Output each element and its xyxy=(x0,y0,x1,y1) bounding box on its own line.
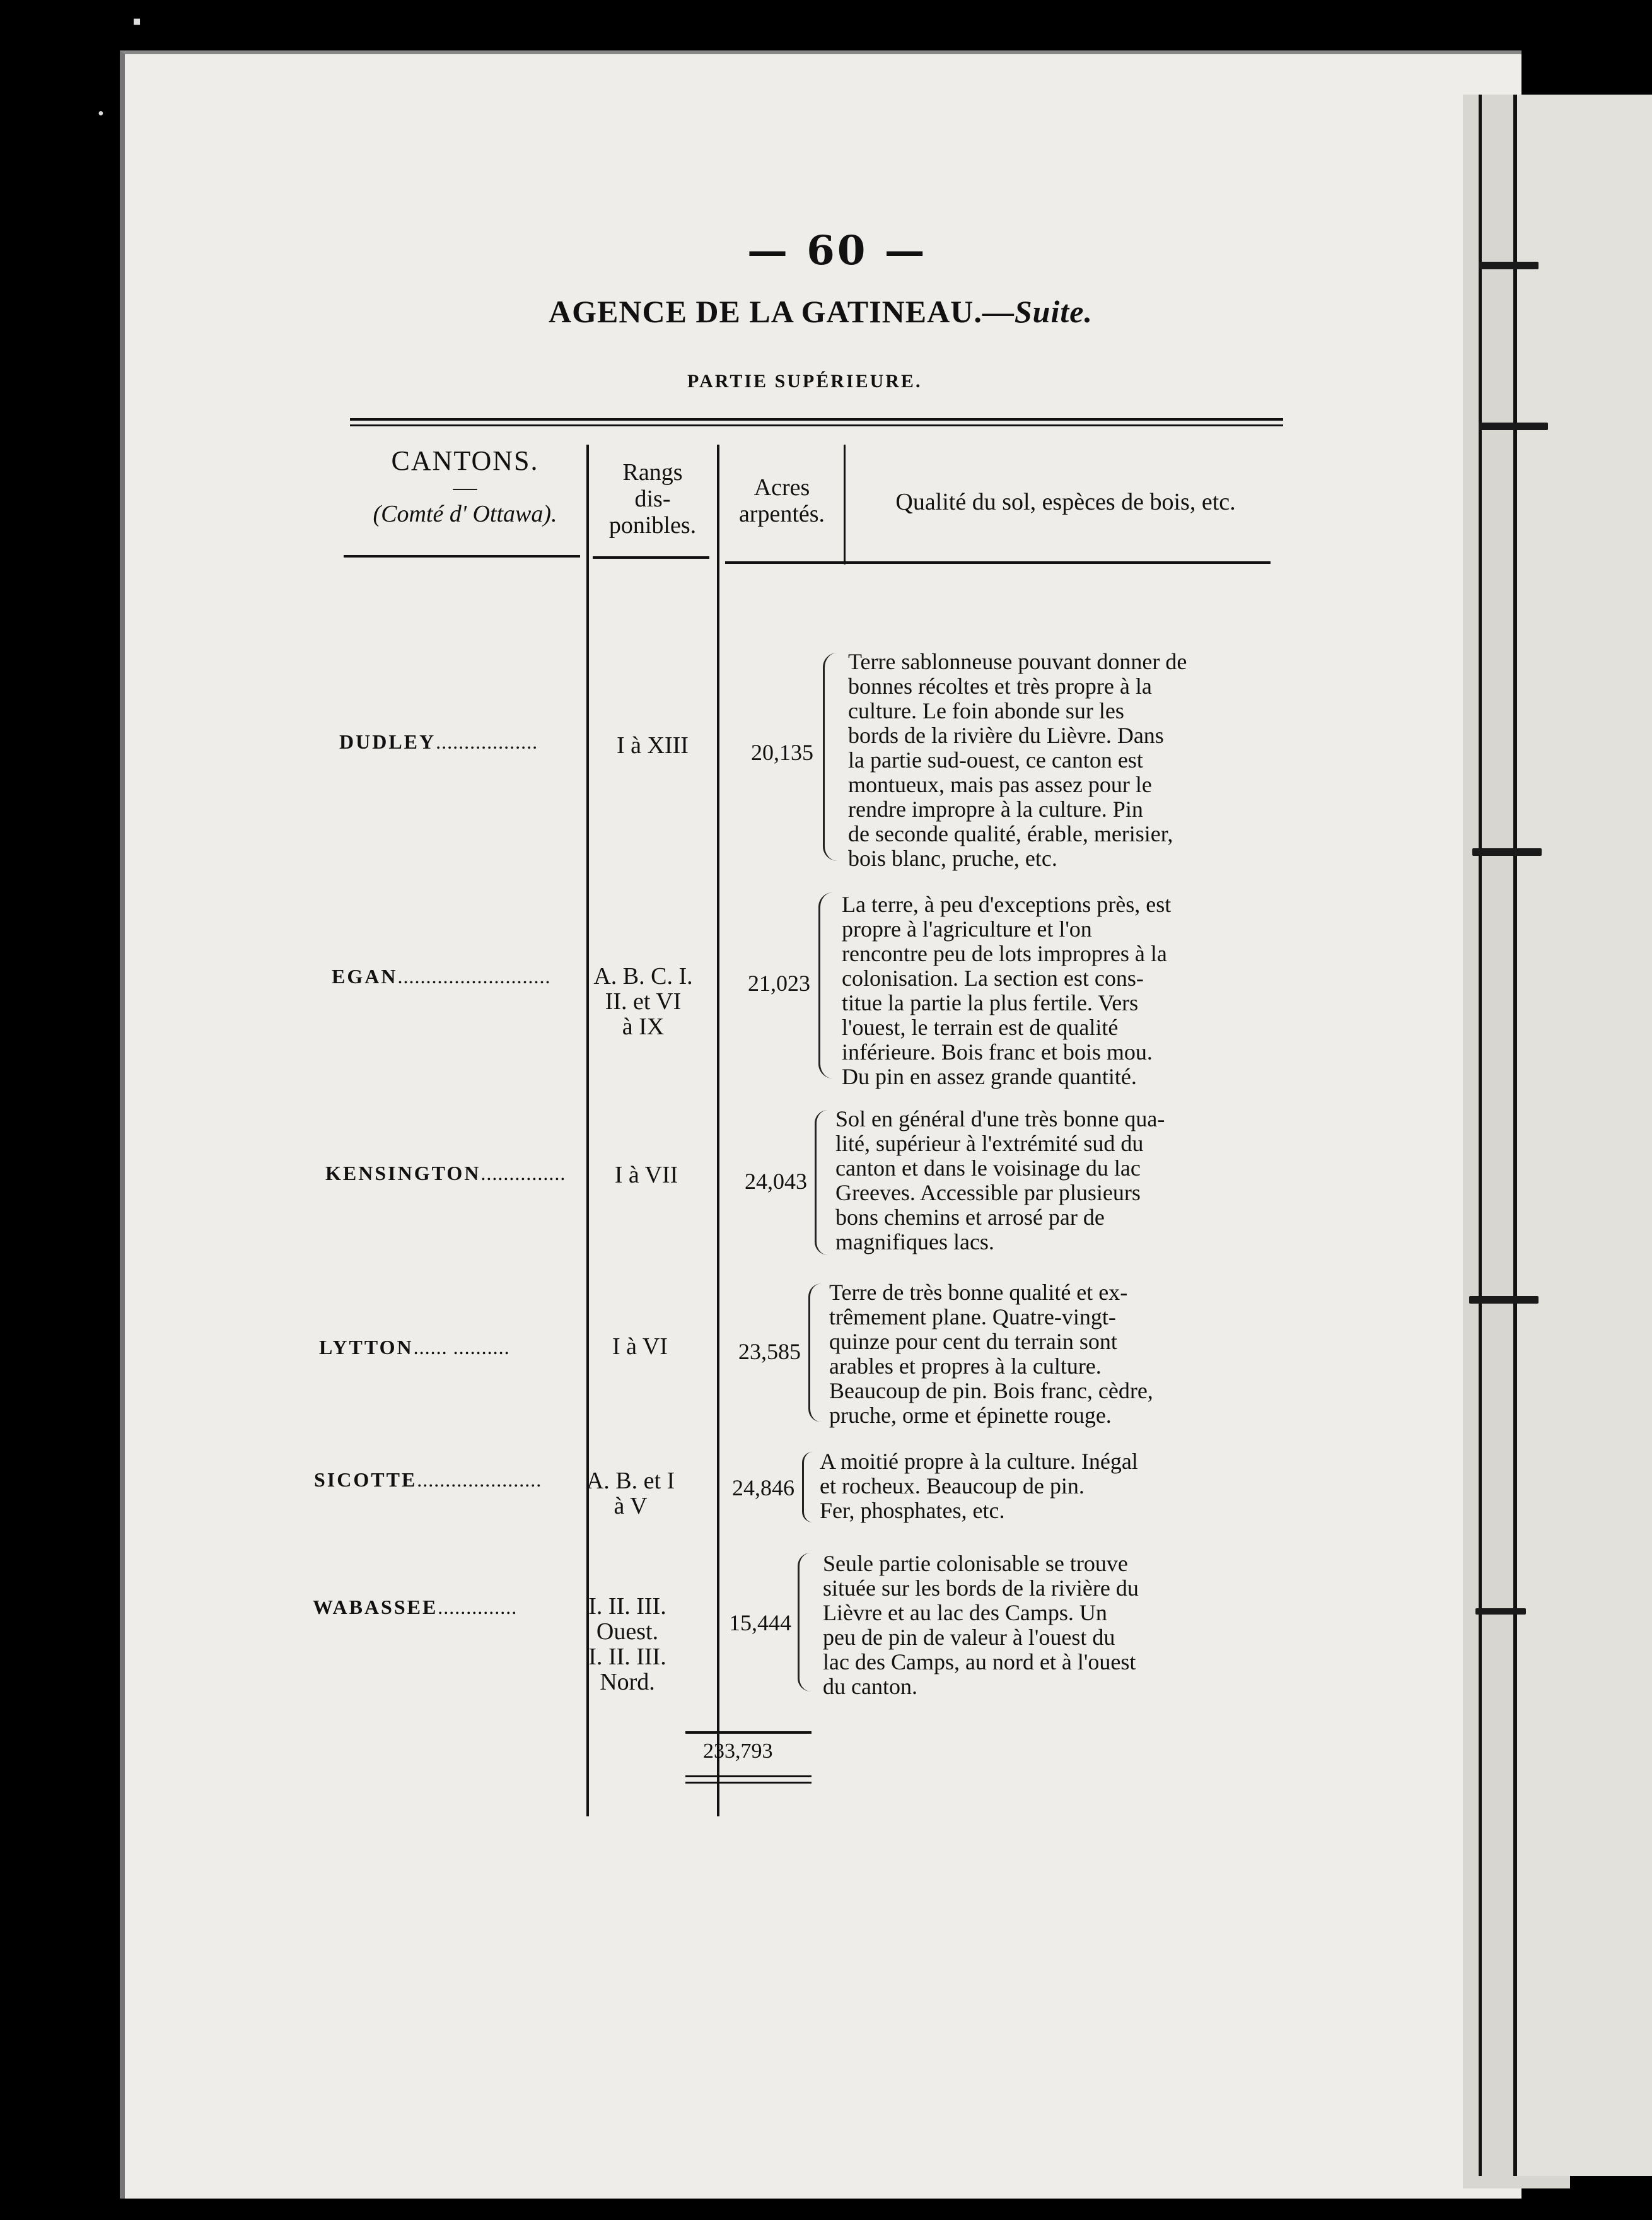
canton-label: WABASSEE xyxy=(313,1596,438,1618)
header-cantons-label: CANTONS. xyxy=(391,445,539,476)
title-suffix: Suite. xyxy=(1014,294,1093,329)
acres-cell: 21,023 xyxy=(748,971,810,996)
table-top-rule xyxy=(350,418,1283,421)
description-line: Terre de très bonne qualité et ex- xyxy=(829,1280,1128,1305)
acres-cell: 24,846 xyxy=(732,1475,794,1500)
header-rangs-line: Rangs xyxy=(622,459,683,486)
description-line: colonisation. La section est cons- xyxy=(842,966,1144,991)
curly-brace xyxy=(798,1553,811,1691)
description-line: Lièvre et au lac des Camps. Un xyxy=(823,1600,1107,1625)
table-top-rule-2 xyxy=(350,424,1283,426)
description-line: La terre, à peu d'exceptions près, est xyxy=(842,892,1172,917)
header-cantons-dash: — xyxy=(453,474,477,501)
header-acres xyxy=(719,474,845,527)
canton-name xyxy=(325,1162,566,1185)
description-line: bois blanc, pruche, etc. xyxy=(848,846,1057,871)
description-cell xyxy=(848,650,1277,871)
rangs-cell xyxy=(593,733,713,758)
leader-dots: ........................... xyxy=(397,965,551,988)
curly-brace xyxy=(802,1452,813,1522)
description-cell xyxy=(842,892,1271,1089)
curly-brace xyxy=(818,892,833,1078)
description-line: Seule partie colonisable se trouve xyxy=(823,1551,1128,1576)
binding-stitch xyxy=(1479,262,1539,269)
rangs-line: I à VI xyxy=(612,1333,668,1360)
header-rangs-line: ponibles. xyxy=(608,512,697,539)
description-cell xyxy=(829,1280,1261,1428)
binding-stitch xyxy=(1475,1608,1526,1615)
description-line: du canton. xyxy=(823,1674,917,1699)
acres-cell: 23,585 xyxy=(738,1339,801,1364)
description-line: Du pin en assez grande quantité. xyxy=(842,1064,1137,1089)
header-rule-right xyxy=(725,561,1271,564)
rangs-line: à IX xyxy=(622,1014,665,1040)
description-line: Beaucoup de pin. Bois franc, cèdre, xyxy=(829,1378,1153,1403)
rangs-cell xyxy=(586,1162,706,1188)
canton-name xyxy=(339,730,538,754)
canton-name xyxy=(314,1468,542,1492)
description-line: peu de pin de valeur à l'ouest du xyxy=(823,1625,1115,1650)
binding-stitch xyxy=(1469,1296,1539,1304)
description-line: Terre sablonneuse pouvant donner de xyxy=(848,649,1187,674)
description-line: rendre impropre à la culture. Pin xyxy=(848,797,1143,822)
rangs-line: I à XIII xyxy=(617,732,689,759)
scan-speck: ▪ xyxy=(132,7,142,35)
description-line: rencontre peu de lots impropres à la xyxy=(842,941,1167,966)
description-line: Greeves. Accessible par plusieurs xyxy=(835,1180,1141,1205)
canton-name xyxy=(319,1336,510,1359)
leader-dots: ...... .......... xyxy=(413,1336,510,1358)
rangs-line: A. B. C. I. xyxy=(593,963,693,990)
description-line: lac des Camps, au nord et à l'ouest xyxy=(823,1649,1136,1674)
binding-stitch xyxy=(1479,423,1548,430)
rangs-line: I à VII xyxy=(614,1162,678,1188)
description-line: bons chemins et arrosé par de xyxy=(835,1205,1105,1230)
scan-speck: • xyxy=(98,104,104,124)
rangs-line: I. II. III. xyxy=(588,1593,666,1620)
binding-stitch xyxy=(1472,848,1542,856)
curly-brace xyxy=(815,1110,828,1255)
rangs-line: Nord. xyxy=(600,1669,655,1695)
description-line: titue la partie la plus fertile. Vers xyxy=(842,990,1139,1015)
leader-dots: .................. xyxy=(436,730,538,753)
description-line: trêmement plane. Quatre-vingt- xyxy=(829,1304,1116,1329)
description-line: inférieure. Bois franc et bois mou. xyxy=(842,1039,1153,1065)
spine-edge-line xyxy=(1513,95,1517,2176)
header-rule-rangs xyxy=(593,556,709,559)
canton-label: DUDLEY xyxy=(339,730,436,753)
description-line: de seconde qualité, érable, merisier, xyxy=(848,821,1173,846)
header-rangs xyxy=(590,459,716,539)
page-title xyxy=(549,293,1093,330)
description-line: A moitié propre à la culture. Inégal xyxy=(820,1449,1138,1474)
acres-cell: 24,043 xyxy=(745,1169,807,1194)
acres-cell: 15,444 xyxy=(729,1610,791,1635)
leader-dots: ............... xyxy=(480,1162,566,1184)
acres-cell: 20,135 xyxy=(751,740,813,765)
rangs-line: I. II. III. xyxy=(588,1644,666,1670)
acres-total: 233,793 xyxy=(703,1739,773,1763)
curly-brace xyxy=(823,653,837,861)
description-line: Sol en général d'une très bonne qua- xyxy=(835,1106,1165,1131)
description-line: propre à l'agriculture et l'on xyxy=(842,916,1092,942)
canton-label: EGAN xyxy=(332,965,398,988)
description-line: bords de la rivière du Lièvre. Dans xyxy=(848,723,1164,748)
description-line: la partie sud-ouest, ce canton est xyxy=(848,747,1143,773)
description-cell xyxy=(835,1107,1267,1254)
rangs-line: II. et VI xyxy=(605,988,682,1015)
canton-label: SICOTTE xyxy=(314,1468,417,1491)
description-line: bonnes récoltes et très propre à la xyxy=(848,674,1152,699)
header-rangs-line: dis- xyxy=(634,486,671,512)
leader-dots: .............. xyxy=(438,1596,518,1618)
rangs-cell xyxy=(580,1334,700,1359)
title-main: AGENCE DE LA GATINEAU.— xyxy=(549,294,1015,329)
rangs-line: A. B. et I xyxy=(586,1468,675,1494)
description-cell xyxy=(823,1551,1255,1699)
rangs-cell xyxy=(574,964,713,1039)
total-rule-bottom-2 xyxy=(685,1782,811,1784)
total-rule-top xyxy=(685,1731,811,1734)
description-line: montueux, mais pas assez pour le xyxy=(848,772,1152,797)
canton-name xyxy=(313,1596,517,1619)
description-line: magnifiques lacs. xyxy=(835,1229,994,1254)
rangs-line: à V xyxy=(614,1493,648,1519)
description-line: Fer, phosphates, etc. xyxy=(820,1498,1005,1523)
description-line: et rocheux. Beaucoup de pin. xyxy=(820,1473,1085,1499)
curly-brace xyxy=(808,1283,822,1422)
description-line: l'ouest, le terrain est de qualité xyxy=(842,1015,1119,1040)
canton-label: KENSINGTON xyxy=(325,1162,481,1184)
leader-dots: ...................... xyxy=(417,1468,542,1491)
total-rule-bottom xyxy=(685,1775,811,1777)
spine-fold-line xyxy=(1479,95,1482,2176)
rangs-line: Ouest. xyxy=(596,1618,659,1645)
rangs-cell xyxy=(561,1468,700,1519)
description-line: lité, supérieur à l'extrémité sud du xyxy=(835,1131,1144,1156)
description-line: culture. Le foin abonde sur les xyxy=(848,698,1124,723)
description-cell xyxy=(820,1449,1255,1523)
page-number: — 60 — xyxy=(747,227,928,274)
header-cantons xyxy=(350,445,580,527)
section-subtitle: PARTIE SUPÉRIEURE. xyxy=(687,371,922,392)
header-qualite: Qualité du sol, espèces de bois, etc. xyxy=(895,489,1236,515)
canton-label: LYTTON xyxy=(319,1336,414,1358)
header-acres-line: Acres xyxy=(753,474,810,501)
description-line: arables et propres à la culture. xyxy=(829,1353,1102,1379)
header-acres-line: arpentés. xyxy=(738,501,825,527)
header-cantons-sub: (Comté d' Ottawa). xyxy=(373,501,557,527)
description-line: quinze pour cent du terrain sont xyxy=(829,1329,1117,1354)
header-rule-cantons xyxy=(344,555,580,558)
adjacent-page-edge xyxy=(1513,95,1652,2176)
description-line: pruche, orme et épinette rouge. xyxy=(829,1403,1112,1428)
description-line: canton et dans le voisinage du lac xyxy=(835,1155,1141,1181)
canton-name xyxy=(332,965,550,988)
rangs-cell xyxy=(558,1594,697,1695)
description-line: située sur les bords de la rivière du xyxy=(823,1575,1139,1601)
